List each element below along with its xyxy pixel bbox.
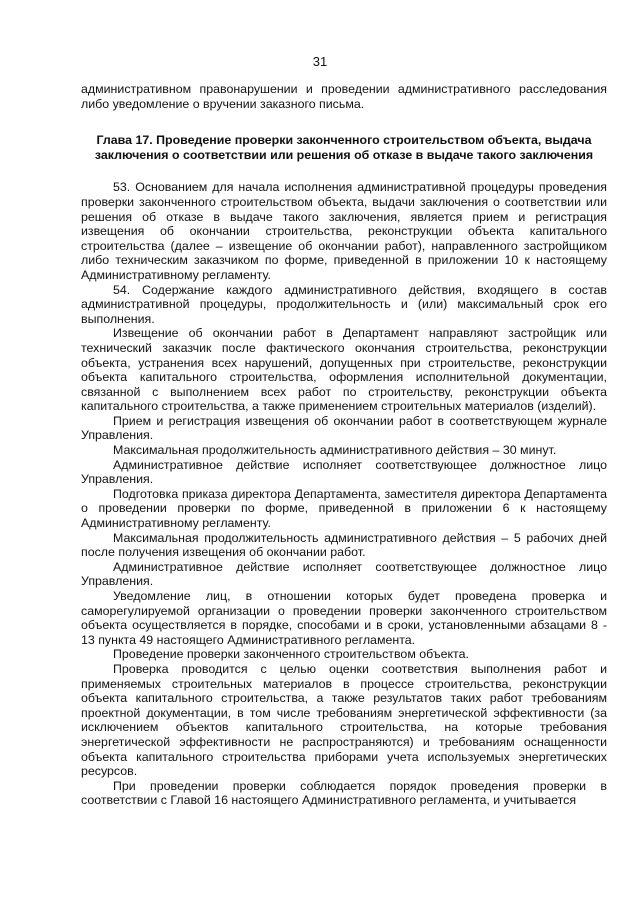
paragraph-inspection: Проведение проверки законченного строительством объекта. (113, 647, 469, 662)
paragraph-responsible-official-2: Административное действие исполняет соответствующее должностное лицо Управления. (81, 559, 607, 589)
paragraph-inspection-purpose: Проверка проводится с целью оценки соответствия выполнения работ и применяемых строительных материалов в процессе строительства, реконструкции объекта капитального строительства, а также результатов таких работ требованиям проектной документации, в том числе требованиям энергетической эффективности (за исключением объектов капитального строительства, на которые требования энергетической эффективности не распространяются) и требованиям оснащенности объекта капитального строительства приборами учета используемых энергетических ресурсов. (81, 661, 607, 779)
paragraph-inspection-procedure: При проведении проверки соблюдается порядок проведения проверки в соответствии с Главой 16 настоящего Административного регламента, и учитывается (81, 778, 607, 808)
paragraph-53: 53. Основанием для начала исполнения административной процедуры проведения проверки законченного строительством объекта, выдачи заключения о соответствии или решения об отказе в выдаче такого заключения, является прием и регистрация извещения об окончании строительства, реконструкции объекта капитального строительства (далее – извещение об окончании работ), направленного застройщиком либо техническим заказчиком по форме, приведенной в приложении 10 к настоящему Административному регламенту. (81, 180, 607, 282)
chapter-heading: Глава 17. Проведение проверки законченного строительством объекта, выдача заключения о соответствии или решения об отказе в выдаче такого заключения (94, 133, 594, 162)
paragraph-order-preparation: Подготовка приказа директора Департамента, заместителя директора Департамента о проведении проверки по форме, приведенной в приложении 6 к настоящему Административному регламенту. (81, 486, 607, 531)
paragraph-responsible-official-1: Административное действие исполняет соответствующее должностное лицо Управления. (81, 457, 607, 487)
paragraph-54: 54. Содержание каждого административного действия, входящего в состав административной процедуры, продолжительность и (или) максимальный срок его выполнения. (81, 282, 607, 326)
page-number: 31 (312, 54, 328, 69)
paragraph-notice-registration: Прием и регистрация извещения об окончании работ в соответствующем журнале Управления. (81, 413, 607, 443)
paragraph-max-duration-30-min: Максимальная продолжительность административного действия – 30 минут. (113, 443, 557, 458)
paragraph-max-duration-5-days: Максимальная продолжительность административного действия – 5 рабочих дней после получения извещения об окончании работ. (81, 530, 607, 560)
lead-paragraph: административном правонарушении и проведении административного расследования либо уведомление о вручении заказного письма. (81, 82, 607, 111)
paragraph-notice-submission: Извещение об окончании работ в Департамент направляют застройщик или технический заказчик после фактического окончания строительства, реконструкции объекта, устранения всех нарушений, допущенных при строительстве, реконструкции объекта капитального строительства, оформления исполнительной документации, связанной с выполнением всех работ по строительству, реконструкции объекта капитального строительства, а также применением строительных материалов (изделий). (81, 326, 607, 414)
document-body (81, 82, 607, 808)
paragraph-notification: Уведомление лиц, в отношении которых будет проведена проверка и саморегулируемой организации о проведении проверки законченного строительством объекта осуществляется в порядке, способами и в сроки, установленными абзацами 8 - 13 пункта 49 настоящего Административного регламента. (81, 589, 607, 647)
